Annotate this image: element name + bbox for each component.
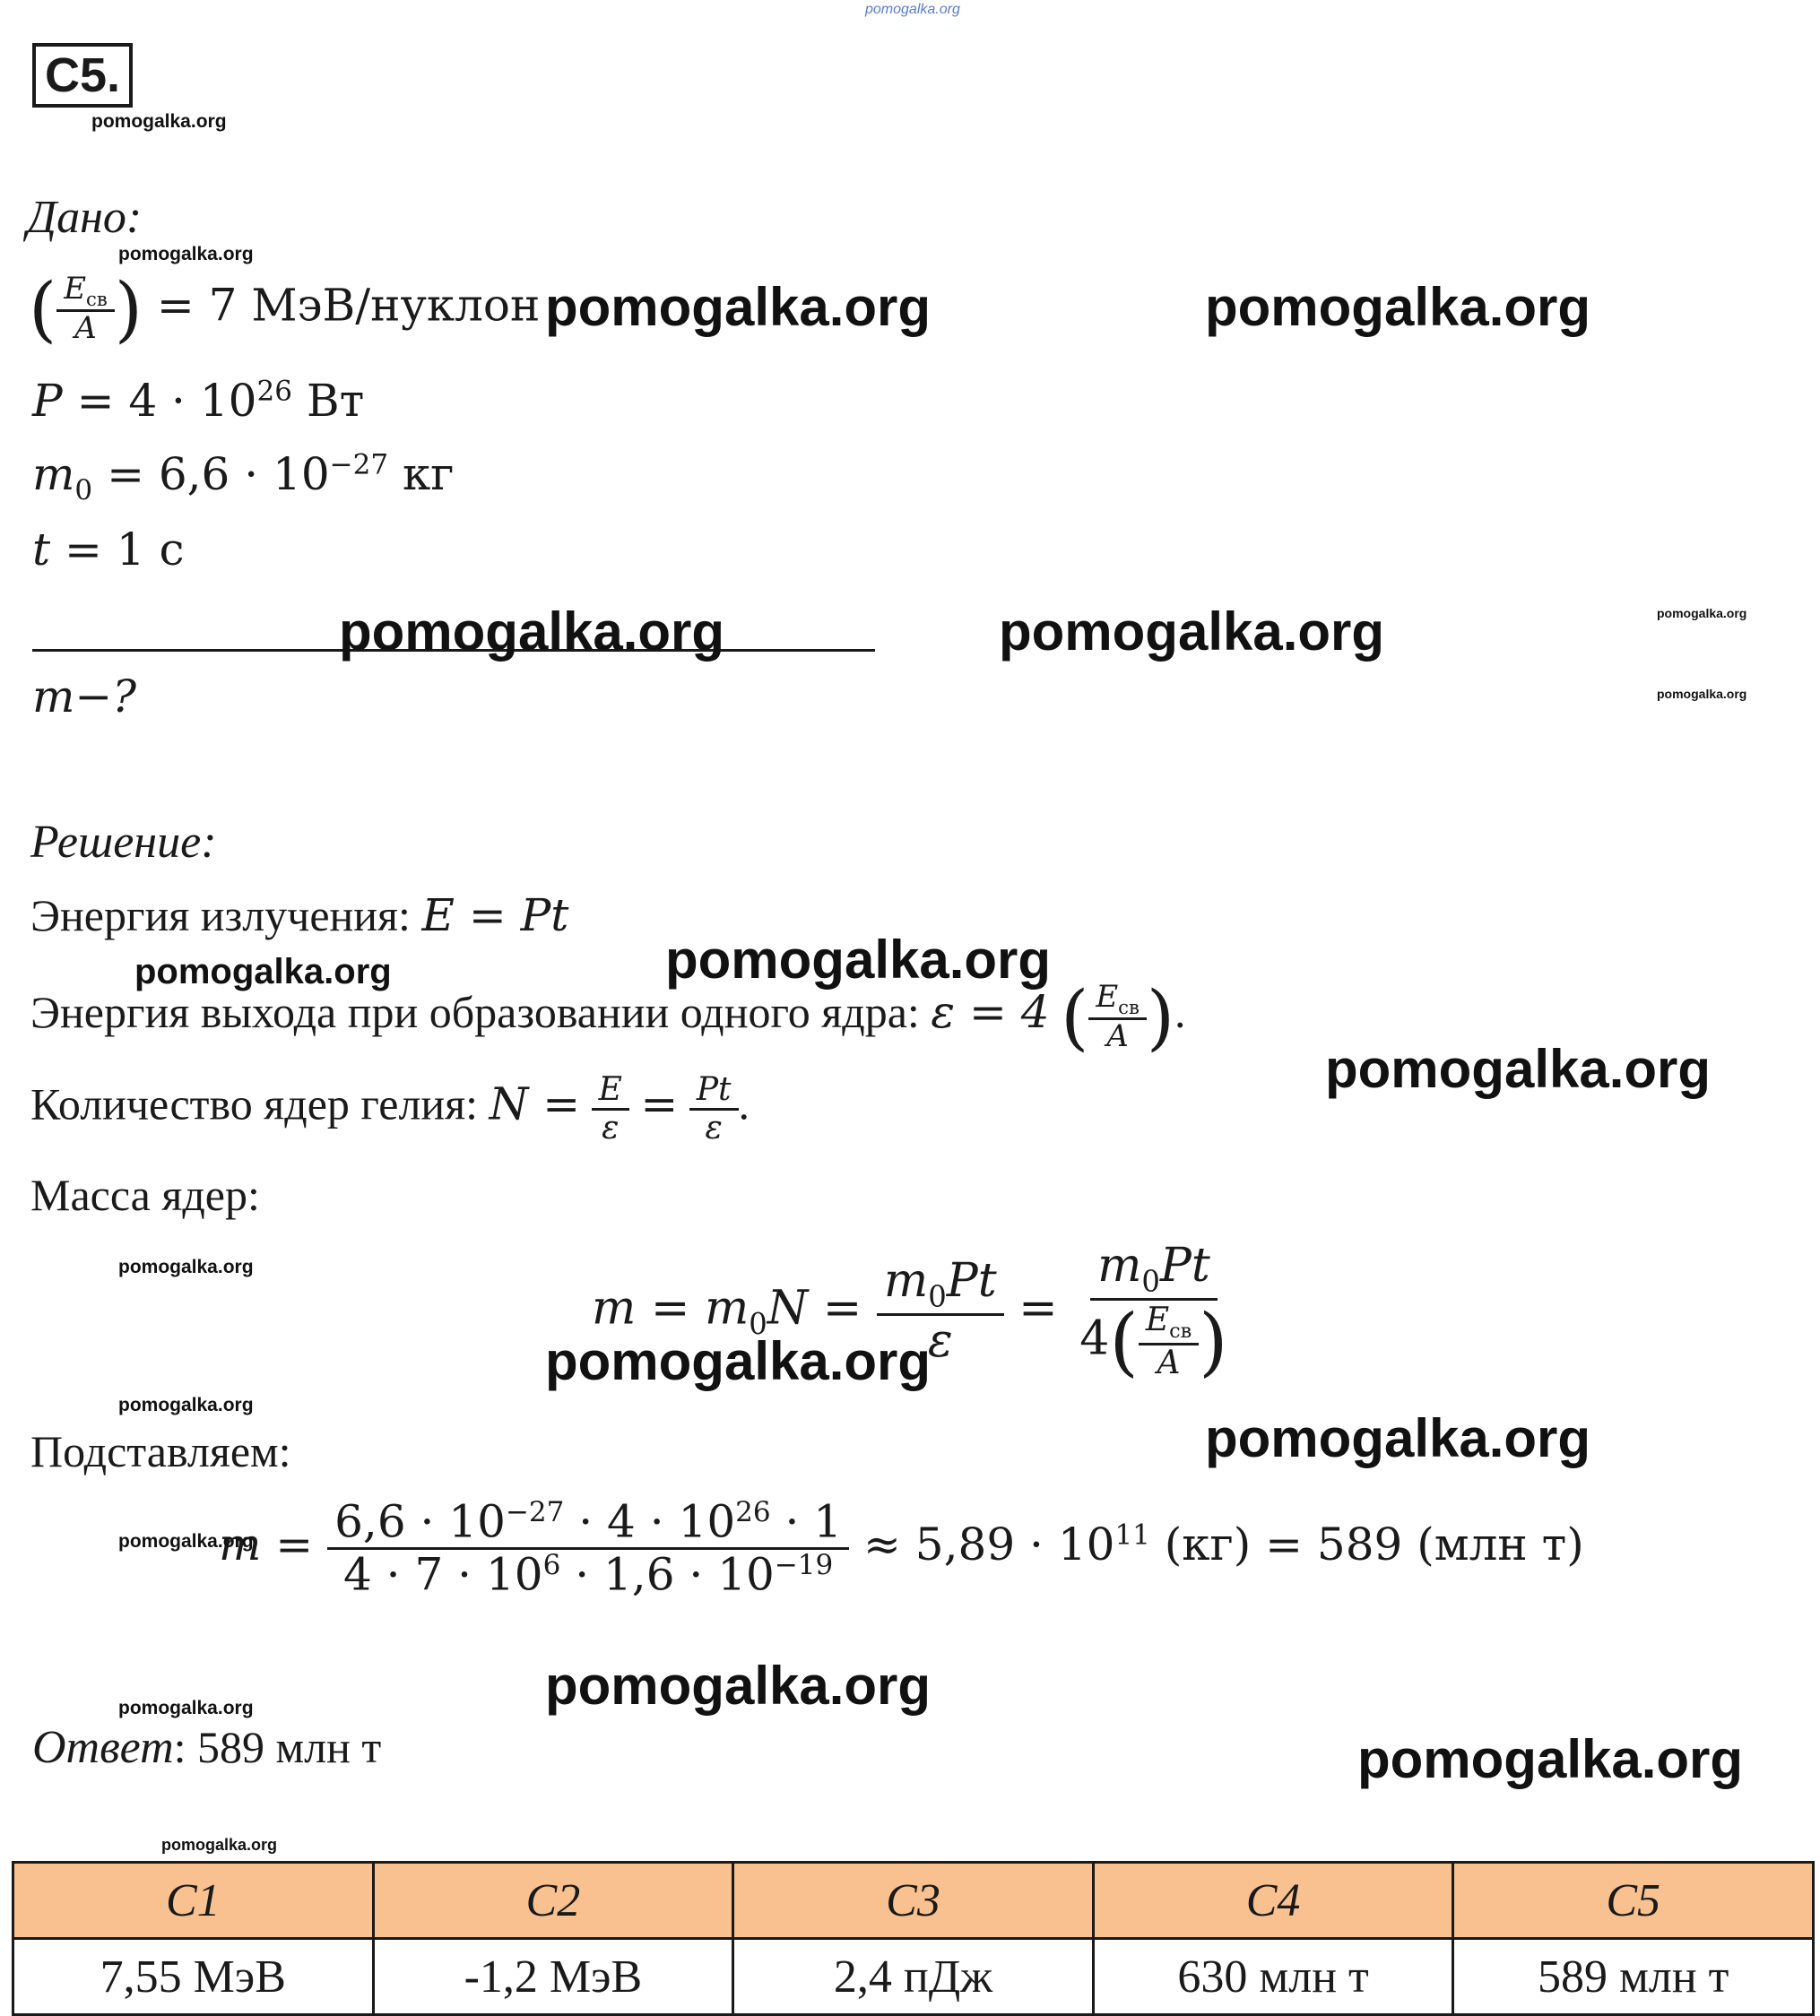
calc-result-exp: 11 [1114, 1518, 1150, 1552]
mass-f2-den-pre: 4 [1079, 1311, 1110, 1366]
mass0-unit: кг [403, 448, 455, 500]
watermark: pomogalka.org [118, 1395, 254, 1415]
calc-den-mid: · 1,6 · 10 [560, 1548, 775, 1601]
mass-f1-num-sub: 0 [928, 1279, 947, 1314]
mass-label: Масса ядер: [30, 1170, 260, 1220]
binding-num-sub: св [86, 287, 108, 310]
watermark: pomogalka.org [1325, 1039, 1712, 1099]
count-label: Количество ядер гелия: [30, 1078, 490, 1129]
calc-lhs: m = [219, 1518, 314, 1571]
calc-num-tail: · 1 [770, 1495, 843, 1548]
mass-f2-den-num-sub: св [1169, 1319, 1192, 1344]
calc-den: 4 · 7 · 10 [342, 1548, 543, 1601]
solution-heading-text: Решение [30, 817, 202, 868]
watermark: pomogalka.org [118, 1257, 254, 1277]
calc-num-exp2: 26 [735, 1496, 771, 1528]
answers-value-row [13, 1939, 1814, 2015]
mass0-lhs: m [32, 448, 75, 500]
watermark: pomogalka.org [118, 244, 254, 264]
binding-den: A [74, 309, 97, 346]
mass-formula: $m = m_0N$ = $\frac{m_0Pt}{\varepsilon}$ = $m_0Pt$ 4( $\frac{E_{св}}{A}$ ) [592, 1239, 1228, 1385]
watermark: pomogalka.org [545, 277, 932, 337]
solution-heading: Решение: [30, 817, 217, 868]
binding-num: E [64, 270, 87, 307]
mass-f2-den-num: E [1145, 1301, 1170, 1338]
mass-lhs-tail: N = [767, 1281, 862, 1336]
calc-result: ≈ 5,89 · 10 [863, 1518, 1115, 1571]
given-heading-text: Дано [27, 192, 126, 243]
mass-f2-num-sub: 0 [1141, 1264, 1160, 1299]
power-lhs: P [32, 375, 63, 427]
given-heading: Дано: [27, 192, 143, 243]
problem-number-badge: C5. [32, 43, 133, 108]
count-f1-den: ε [602, 1109, 620, 1146]
watermark: pomogalka.org [1657, 606, 1747, 620]
answer-label: Ответ [32, 1722, 174, 1773]
watermark: pomogalka.org [999, 601, 1385, 662]
answers-header-cell: C3 [733, 1863, 1094, 1939]
answers-header-row [13, 1863, 1814, 1939]
watermark: pomogalka.org [1657, 687, 1747, 701]
binding-rhs: = 7 МэВ/нуклон [156, 279, 541, 332]
calculation-formula [219, 1497, 1584, 1599]
calc-result-tail: (кг) = 589 (млн т) [1149, 1518, 1584, 1571]
watermark: pomogalka.org [134, 952, 392, 991]
watermark: pomogalka.org [1205, 1408, 1591, 1468]
answers-value-cell: 7,55 МэВ [13, 1939, 374, 2015]
mass-f2-den-den: A [1157, 1344, 1181, 1381]
watermark: pomogalka.org [1357, 1729, 1744, 1789]
power-eq: = 4 · 10 [76, 375, 257, 427]
energy-label: Энергия излучения: [30, 890, 422, 940]
given-power [32, 375, 364, 427]
calc-den-exp1: 6 [542, 1548, 561, 1581]
solution-count-line: Количество ядер гелия: N = $\frac{E}{\varepsilon}$ = $\frac{Pt}{\varepsilon}$ . [30, 1071, 750, 1146]
count-f2-num: Pt [689, 1072, 739, 1111]
calc-den-exp2: −19 [774, 1548, 834, 1581]
given-time [32, 523, 185, 575]
exit-label: Энергия выхода при образовании одного ядра: [30, 986, 932, 1037]
watermark: pomogalka.org [545, 1331, 932, 1391]
substitute-label: Подставляем: [30, 1426, 291, 1476]
watermark: pomogalka.org [118, 1698, 254, 1718]
answers-header-cell: C2 [373, 1863, 733, 1939]
exit-num-sub: св [1118, 995, 1140, 1018]
mass-lhs-sub: 0 [749, 1307, 767, 1342]
answers-header-cell: C5 [1453, 1863, 1814, 1939]
power-exp: 26 [256, 375, 292, 408]
watermark: pomogalka.org [91, 111, 227, 132]
answers-value-cell: 2,4 пДж [733, 1939, 1094, 2015]
given-binding-energy: ( $\frac{E_{св}}{A}$ ) = 7 МэВ/нуклон [29, 267, 541, 350]
mass-f1-den: ε [927, 1314, 953, 1368]
answer-line: Ответ: 589 млн т [32, 1722, 382, 1773]
mass-lhs: m = m [592, 1281, 750, 1336]
time-eq: = 1 с [65, 523, 185, 575]
count-f2-den: ε [705, 1109, 723, 1146]
watermark: pomogalka.org [339, 601, 725, 662]
answers-table [12, 1861, 1815, 2016]
mass-f1-num-tail: Pt [946, 1254, 997, 1309]
mass-f2-num-tail: Pt [1159, 1239, 1210, 1293]
watermark: pomogalka.org [665, 930, 1052, 990]
watermark: pomogalka.org [118, 1531, 254, 1552]
mass-f2-num: m [1097, 1239, 1142, 1293]
energy-formula: E = Pt [421, 889, 569, 941]
count-lhs: N = [489, 1077, 581, 1130]
solution-energy-line [30, 889, 568, 941]
solution-exit-line: Энергия выхода при образовании одного ядра: ε = 4 ( $\frac{E_{св}}{A}$ ). [30, 975, 1186, 1059]
power-unit: Вт [306, 375, 365, 427]
exit-formula: ε = 4 [931, 985, 1050, 1038]
watermark: pomogalka.org [1205, 277, 1591, 337]
time-lhs: t [32, 523, 51, 575]
answers-header-cell: C1 [13, 1863, 374, 1939]
calc-num-mid: · 4 · 10 [564, 1495, 736, 1548]
answers-value-cell: 630 млн т [1093, 1939, 1453, 2015]
watermark: pomogalka.org [545, 1656, 932, 1716]
calc-num: 6,6 · 10 [334, 1495, 506, 1548]
mass0-sub: 0 [74, 474, 93, 506]
count-f1-num: E [592, 1072, 629, 1111]
mass-f1-num: m [883, 1254, 929, 1309]
exit-den: A [1106, 1017, 1129, 1054]
answer-value: 589 млн т [197, 1722, 382, 1772]
given-find: m−? [32, 671, 137, 722]
watermark-top: pomogalka.org [865, 2, 960, 17]
mass0-exp: −27 [329, 448, 389, 481]
exit-num: E [1096, 978, 1119, 1015]
answers-header-cell: C4 [1093, 1863, 1453, 1939]
watermark: pomogalka.org [161, 1836, 278, 1854]
mass0-eq: = 6,6 · 10 [107, 448, 330, 500]
given-mass0 [32, 448, 454, 506]
answers-value-cell: 589 млн т [1453, 1939, 1814, 2015]
answers-value-cell: -1,2 МэВ [373, 1939, 733, 2015]
calc-num-exp1: −27 [505, 1496, 565, 1528]
